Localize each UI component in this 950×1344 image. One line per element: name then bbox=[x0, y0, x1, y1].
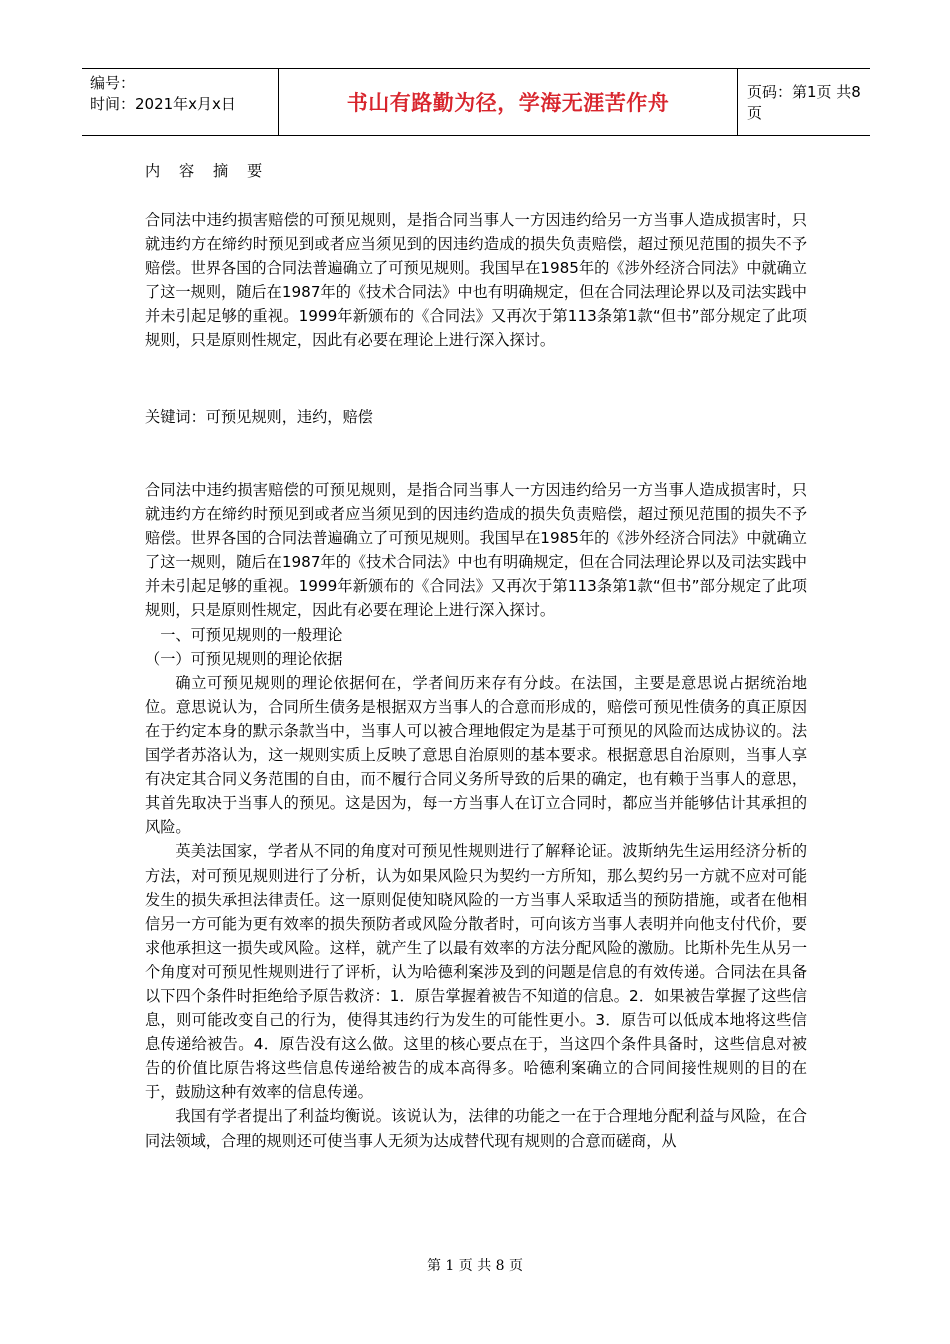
abstract-text: 合同法中违约损害赔偿的可预见规则，是指合同当事人一方因违约给另一方当事人造成损害时，只就违约方在缔约时预见到或者应当须见到的因违约造成的损失负责赔偿，超过预见范围的损失不予赔偿。世界各国的合同法普遍确立了可预见规则。我国早在1985年的《涉外经济合同法》中就确立了这一规则，随后在1987年的《技术合同法》中也有明确规定，但在合同法理论界以及司法实践中并未引起足够的重视。1999年新颁布的《合同法》又再次于第113条第1款“但书”部分规定了此项规则，只是原则性规定，因此有必要在理论上进行深入探讨。 bbox=[145, 211, 807, 350]
header-motto: 书山有路勤为径，学海无涯苦作舟 bbox=[346, 91, 670, 115]
main-body bbox=[145, 478, 807, 1153]
section-heading-1: 一、可预见规则的一般理论 bbox=[145, 625, 343, 644]
abstract-title: 内 容 摘 要 bbox=[145, 162, 270, 180]
document-number-label: 编号： bbox=[90, 74, 136, 92]
header-page-cell bbox=[738, 69, 870, 135]
header-page-number: 页码：第1页 共8页 bbox=[747, 83, 861, 122]
subsection-heading-1: （一）可预见规则的理论依据 bbox=[145, 649, 343, 668]
header-motto-cell bbox=[278, 69, 738, 135]
header-meta bbox=[82, 69, 278, 135]
abstract-section bbox=[145, 208, 807, 353]
page-footer: 第 1 页 共 8 页 bbox=[426, 1258, 524, 1274]
keywords: 关键词：可预见规则，违约，赔偿 bbox=[145, 408, 373, 426]
body-paragraph-3: 我国有学者提出了利益均衡说。该说认为，法律的功能之一在于合理地分配利益与风险，在合同法领域，合理的规则还可使当事人无须为达成替代现有规则的合意而磋商，从 bbox=[145, 1107, 807, 1150]
document-time-label: 时间：2021年x月x日 bbox=[90, 95, 236, 113]
body-paragraph-1: 确立可预见规则的理论依据何在，学者间历来存有分歧。在法国，主要是意思说占据统治地位。意思说认为，合同所生债务是根据双方当事人的合意而形成的，赔偿可预见性债务的真正原因在于约定本身的默示条款当中，当事人可以被合理地假定为是基于可预见的风险而达成协议的。法国学者苏洛认为，这一规则实质上反映了意思自治原则的基本要求。根据意思自治原则，当事人享有决定其合同义务范围的自由，而不履行合同义务所导致的后果的确定，也有赖于当事人的意思，其首先取决于当事人的预见。这是因为，每一方当事人在订立合同时，都应当并能够估计其承担的风险。 bbox=[145, 673, 807, 837]
intro-paragraph: 合同法中违约损害赔偿的可预见规则，是指合同当事人一方因违约给另一方当事人造成损害时，只就违约方在缔约时预见到或者应当须见到的因违约造成的损失负责赔偿，超过预见范围的损失不予赔偿。世界各国的合同法普遍确立了可预见规则。我国早在1985年的《涉外经济合同法》中就确立了这一规则，随后在1987年的《技术合同法》中也有明确规定，但在合同法理论界以及司法实践中并未引起足够的重视。1999年新颁布的《合同法》又再次于第113条第1款“但书”部分规定了此项规则，只是原则性规定，因此有必要在理论上进行深入探讨。 bbox=[145, 481, 807, 620]
body-paragraph-2: 英美法国家，学者从不同的角度对可预见性规则进行了解释论证。波斯纳先生运用经济分析的方法，对可预见规则进行了分析，认为如果风险只为契约一方所知，那么契约另一方就不应对可能发生的损失承担法律责任。这一原则促使知晓风险的一方当事人采取适当的预防措施，或者在他相信另一方可能为更有效率的损失预防者或风险分散者时，可向该方当事人表明并向他支付代价，要求他承担这一损失或风险。这样，就产生了以最有效率的方法分配风险的激励。比斯朴先生从另一个角度对可预见性规则进行了评析，认为哈德利案涉及到的问题是信息的有效传递。合同法在具备以下四个条件时拒绝给予原告救济：1．原告掌握着被告不知道的信息。2．如果被告掌握了这些信息，则可能改变自己的行为，使得其违约行为发生的可能性更小。3．原告可以低成本地将这些信息传递给被告。4．原告没有这么做。这里的核心要点在于，当这四个条件具备时，这些信息对被告的价值比原告将这些信息传递给被告的成本高得多。哈德利案确立的合同间接性规则的目的在于，鼓励这种有效率的信息传递。 bbox=[145, 842, 807, 1102]
page-header bbox=[82, 68, 870, 136]
